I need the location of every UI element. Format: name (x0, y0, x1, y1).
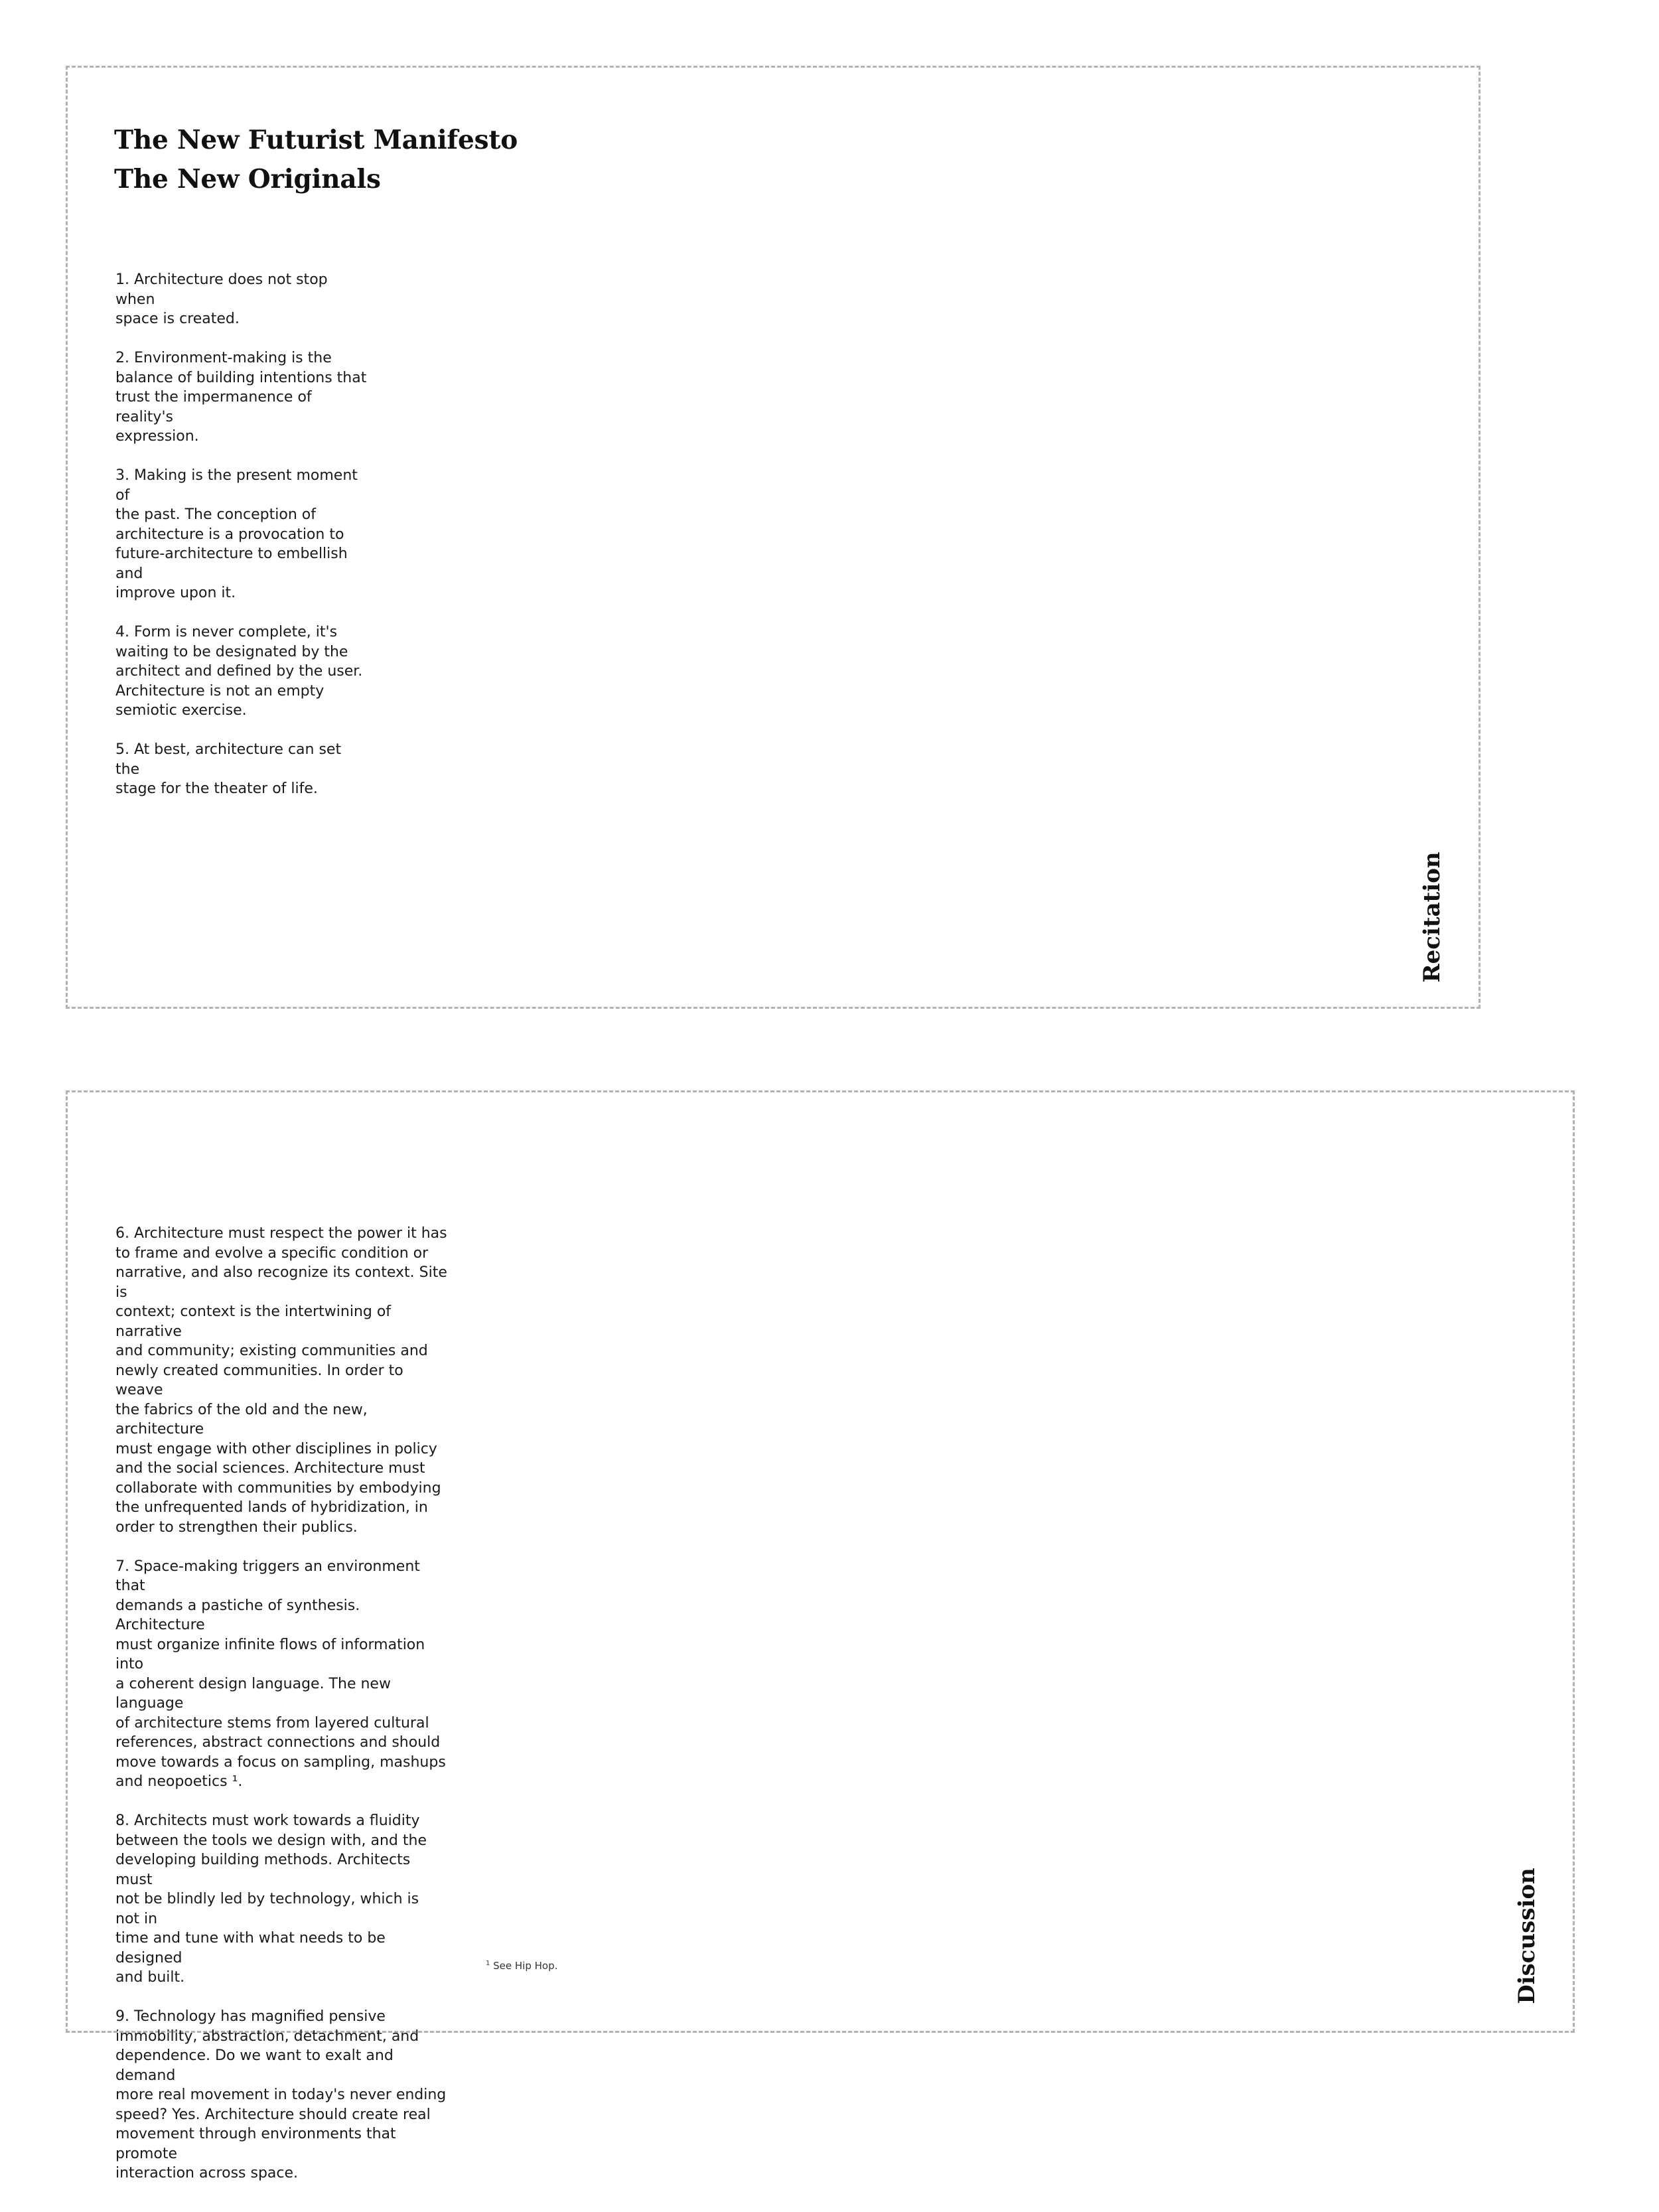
footnote (486, 1960, 557, 1972)
manifesto-item-5: 5. At best, architecture can set the stage for the theater of life. (115, 741, 342, 797)
manifesto-items-part-1 (115, 270, 368, 818)
manifesto-items-part-2 (115, 1224, 447, 2203)
footnote-text: See Hip Hop. (490, 1960, 558, 1972)
manifesto-item-8: 8. Architects must work towards a fluidity between the tools we design with, and the developing building methods. Architects must not be blindly led by technology, which is not in time and tune with what needs to be designed and built. (115, 1812, 427, 1986)
manifesto-titles (114, 121, 518, 199)
manifesto-title: The New Futurist Manifesto (114, 125, 518, 155)
manifesto-item-3: 3. Making is the present moment of the past. The conception of architecture is a provocation to future-architecture to embellish and improve upon it. (115, 467, 358, 601)
discussion-card (66, 1090, 1575, 2181)
manifesto-item-9: 9. Technology has magnified pensive immobility, abstraction, detachment, and dependence. Do we want to exalt and demand more real movement in today's never ending speed? Yes. Architecture should create real movement through environments that promote interaction across space. (115, 2008, 447, 2181)
manifesto-item-7: 7. Space-making triggers an environment that demands a pastiche of synthesis. Architecture must organize infinite flows of information into a coherent design language. The new language of architecture stems from layered cultural references, abstract connections and should move towards a focus on sampling, mashups and neopoetics ¹. (115, 1558, 446, 1790)
manifesto-item-6: 6. Architecture must respect the power it has to frame and evolve a specific condition or narrative, and also recognize its context. Site is context; context is the intertwining of narrative and community; existing communities and newly created communities. In order to weave the fabrics of the old and the new, architecture must engage with other disciplines in policy and the social sciences. Architecture must collaborate with communities by embodying the unfrequented lands of hybridization, in order to strengthen their publics. (115, 1225, 447, 1536)
recitation-card (66, 66, 1480, 1009)
manifesto-item-2: 2. Environment-making is the balance of building intentions that trust the impermanence of reality's expression. (115, 350, 367, 445)
footnote-marker: 1 (486, 1960, 490, 1967)
manifesto-item-4: 4. Form is never complete, it's waiting to be designated by the architect and defined by the user. Architecture is not an empty semiotic exercise. (115, 624, 363, 719)
manifesto-subtitle: The New Originals (114, 164, 381, 194)
discussion-side-label: Discussion (1514, 1868, 1540, 2004)
manifesto-item-1: 1. Architecture does not stop when space is created. (115, 271, 328, 327)
recitation-side-label: Recitation (1419, 851, 1445, 983)
